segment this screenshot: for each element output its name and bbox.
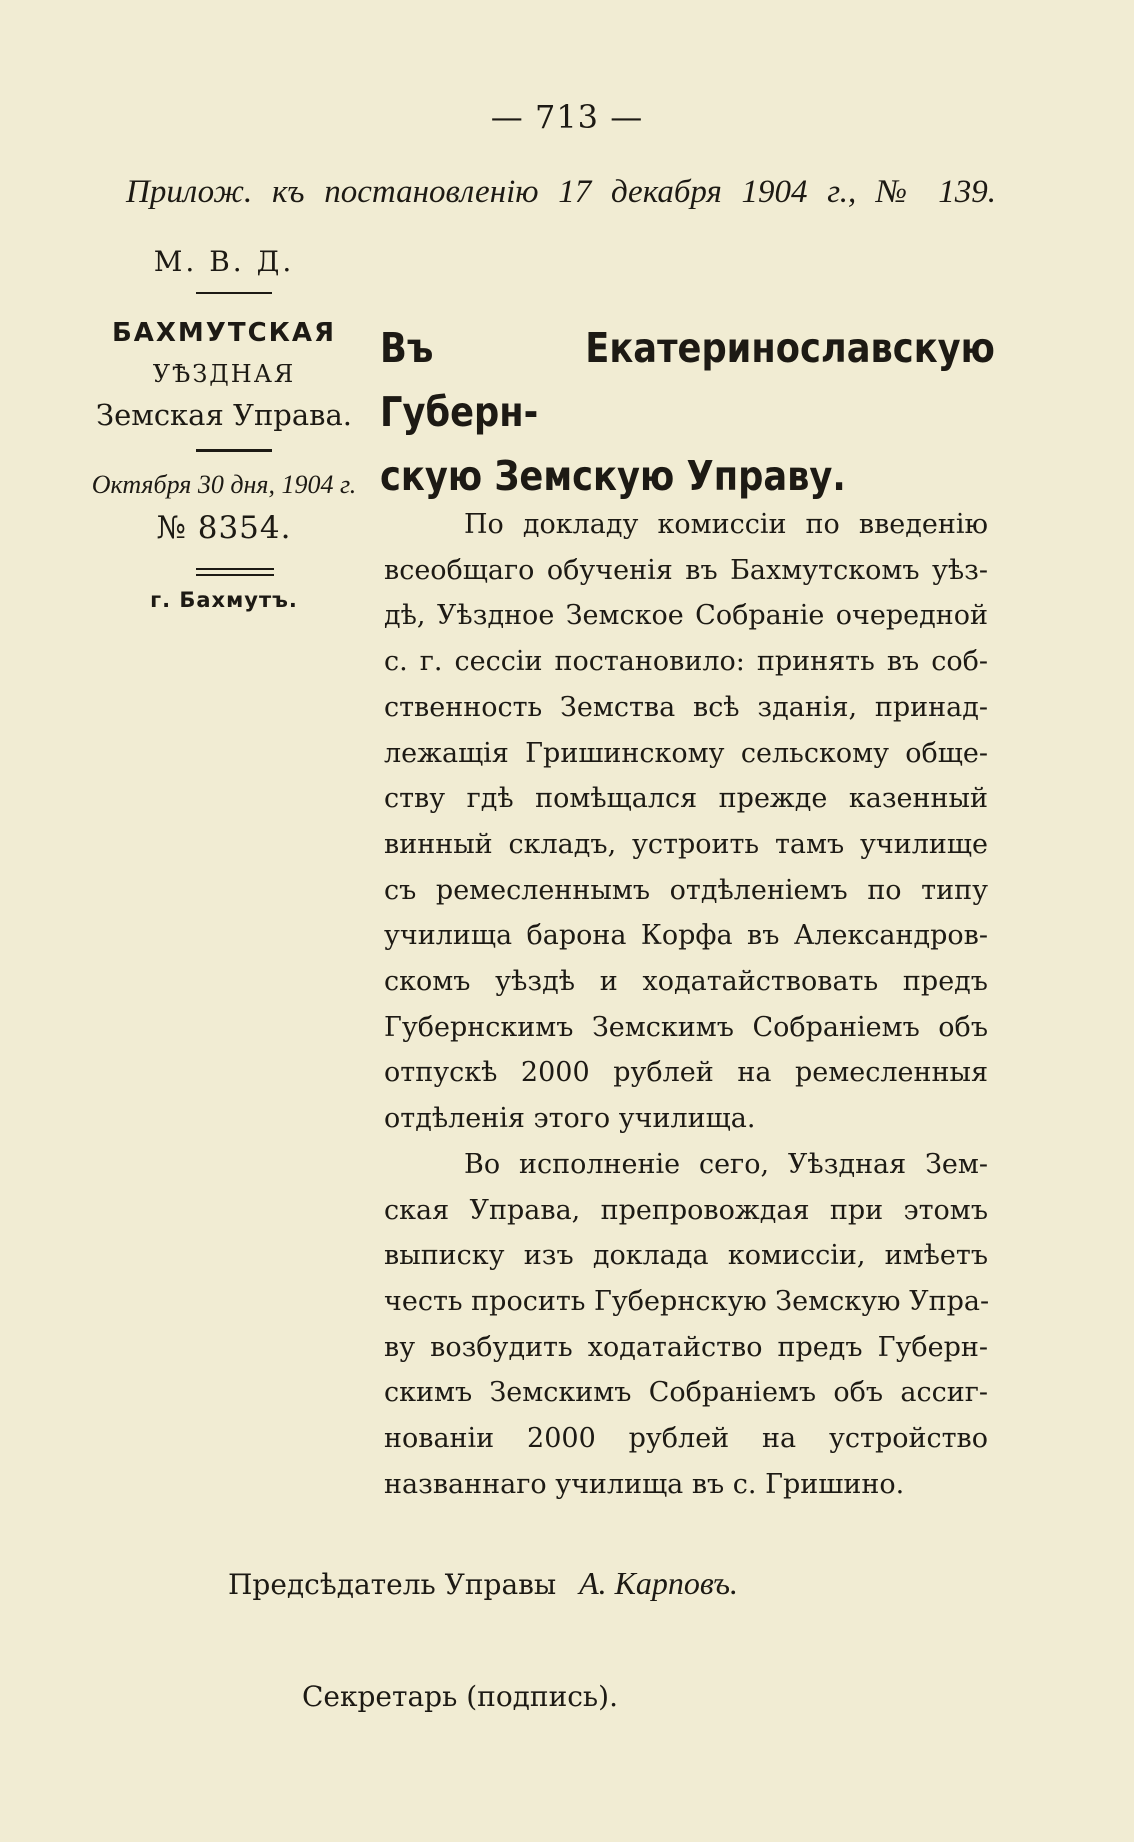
sender-name-line3: Земская Управа. xyxy=(96,398,352,432)
chairman-label: Предсѣдатель Управы xyxy=(228,1568,557,1601)
body-line: винный складъ, устроить тамъ училище xyxy=(384,828,988,860)
body-line: честь просить Губернскую Земскую Упра- xyxy=(384,1285,990,1317)
address-line: Въ Екатеринославскую Губерн- xyxy=(380,324,995,436)
body-line: съ ремесленнымъ отдѣленіемъ по типу xyxy=(384,874,988,906)
body-line: скимъ Земскимъ Собраніемъ объ ассиг- xyxy=(384,1377,988,1409)
divider xyxy=(196,292,272,294)
body-line: скомъ уѣздѣ и ходатайствовать предъ xyxy=(384,966,988,998)
letter-date: Октября 30 дня, 1904 г. xyxy=(91,470,357,499)
body-line: ская Управа, препровождая при этомъ xyxy=(384,1194,988,1226)
address-line: скую Земскую Управу. xyxy=(380,452,846,500)
body-line: нованіи 2000 рублей на устройство xyxy=(384,1423,988,1455)
body-line: названнаго училища въ с. Гришино. xyxy=(384,1468,905,1500)
body-line: Во исполненіе сего, Уѣздная Зем- xyxy=(464,1148,988,1180)
chairman-line xyxy=(228,1565,738,1602)
body-line: По докладу комиссіи по введенію xyxy=(464,509,988,540)
body-line: Губернскимъ Земскимъ Собраніемъ объ xyxy=(384,1011,988,1043)
body-line: училища барона Корфа въ Александров- xyxy=(384,920,988,952)
chairman-signature: А. Карповъ. xyxy=(579,1565,738,1601)
ministry-label: М. В. Д. xyxy=(153,245,295,278)
body-line: всеобщаго обученія въ Бахмутскомъ уѣз- xyxy=(384,554,988,586)
letter-number: № 8354. xyxy=(156,510,292,546)
recipient-address xyxy=(380,316,995,508)
body-line: с. г. сессіи постановило: принять въ соб- xyxy=(384,646,988,678)
body-line: отпускѣ 2000 рублей на ремесленныя xyxy=(384,1057,988,1089)
secretary-line: Секретарь (подпись). xyxy=(302,1680,618,1713)
letter-body xyxy=(384,502,988,1507)
body-line: ву возбудить ходатайство предъ Губерн- xyxy=(384,1331,988,1363)
body-line: ству гдѣ помѣщался прежде казенный xyxy=(384,783,988,815)
body-line: дѣ, Уѣздное Земское Собраніе очередной xyxy=(384,600,988,632)
body-line: лежащія Гришинскому сельскому обще- xyxy=(384,737,988,769)
appendix-note: Прилож. къ постановленію 17 декабря 1904 г., № 139. xyxy=(126,174,996,210)
divider xyxy=(196,449,272,452)
body-line: выписку изъ доклада комиссіи, имѣетъ xyxy=(384,1240,988,1272)
page-number: — 713 — xyxy=(490,98,644,136)
divider xyxy=(196,568,274,570)
body-line: ственность Земства всѣ зданія, принад- xyxy=(384,691,988,723)
body-line: отдѣленія этого училища. xyxy=(384,1103,756,1135)
divider xyxy=(196,574,274,576)
sender-name-line1: БАХМУТСКАЯ xyxy=(111,318,337,348)
sender-name-line2: УѢЗДНАЯ xyxy=(152,360,296,388)
letter-city: г. Бахмутъ. xyxy=(150,588,298,612)
